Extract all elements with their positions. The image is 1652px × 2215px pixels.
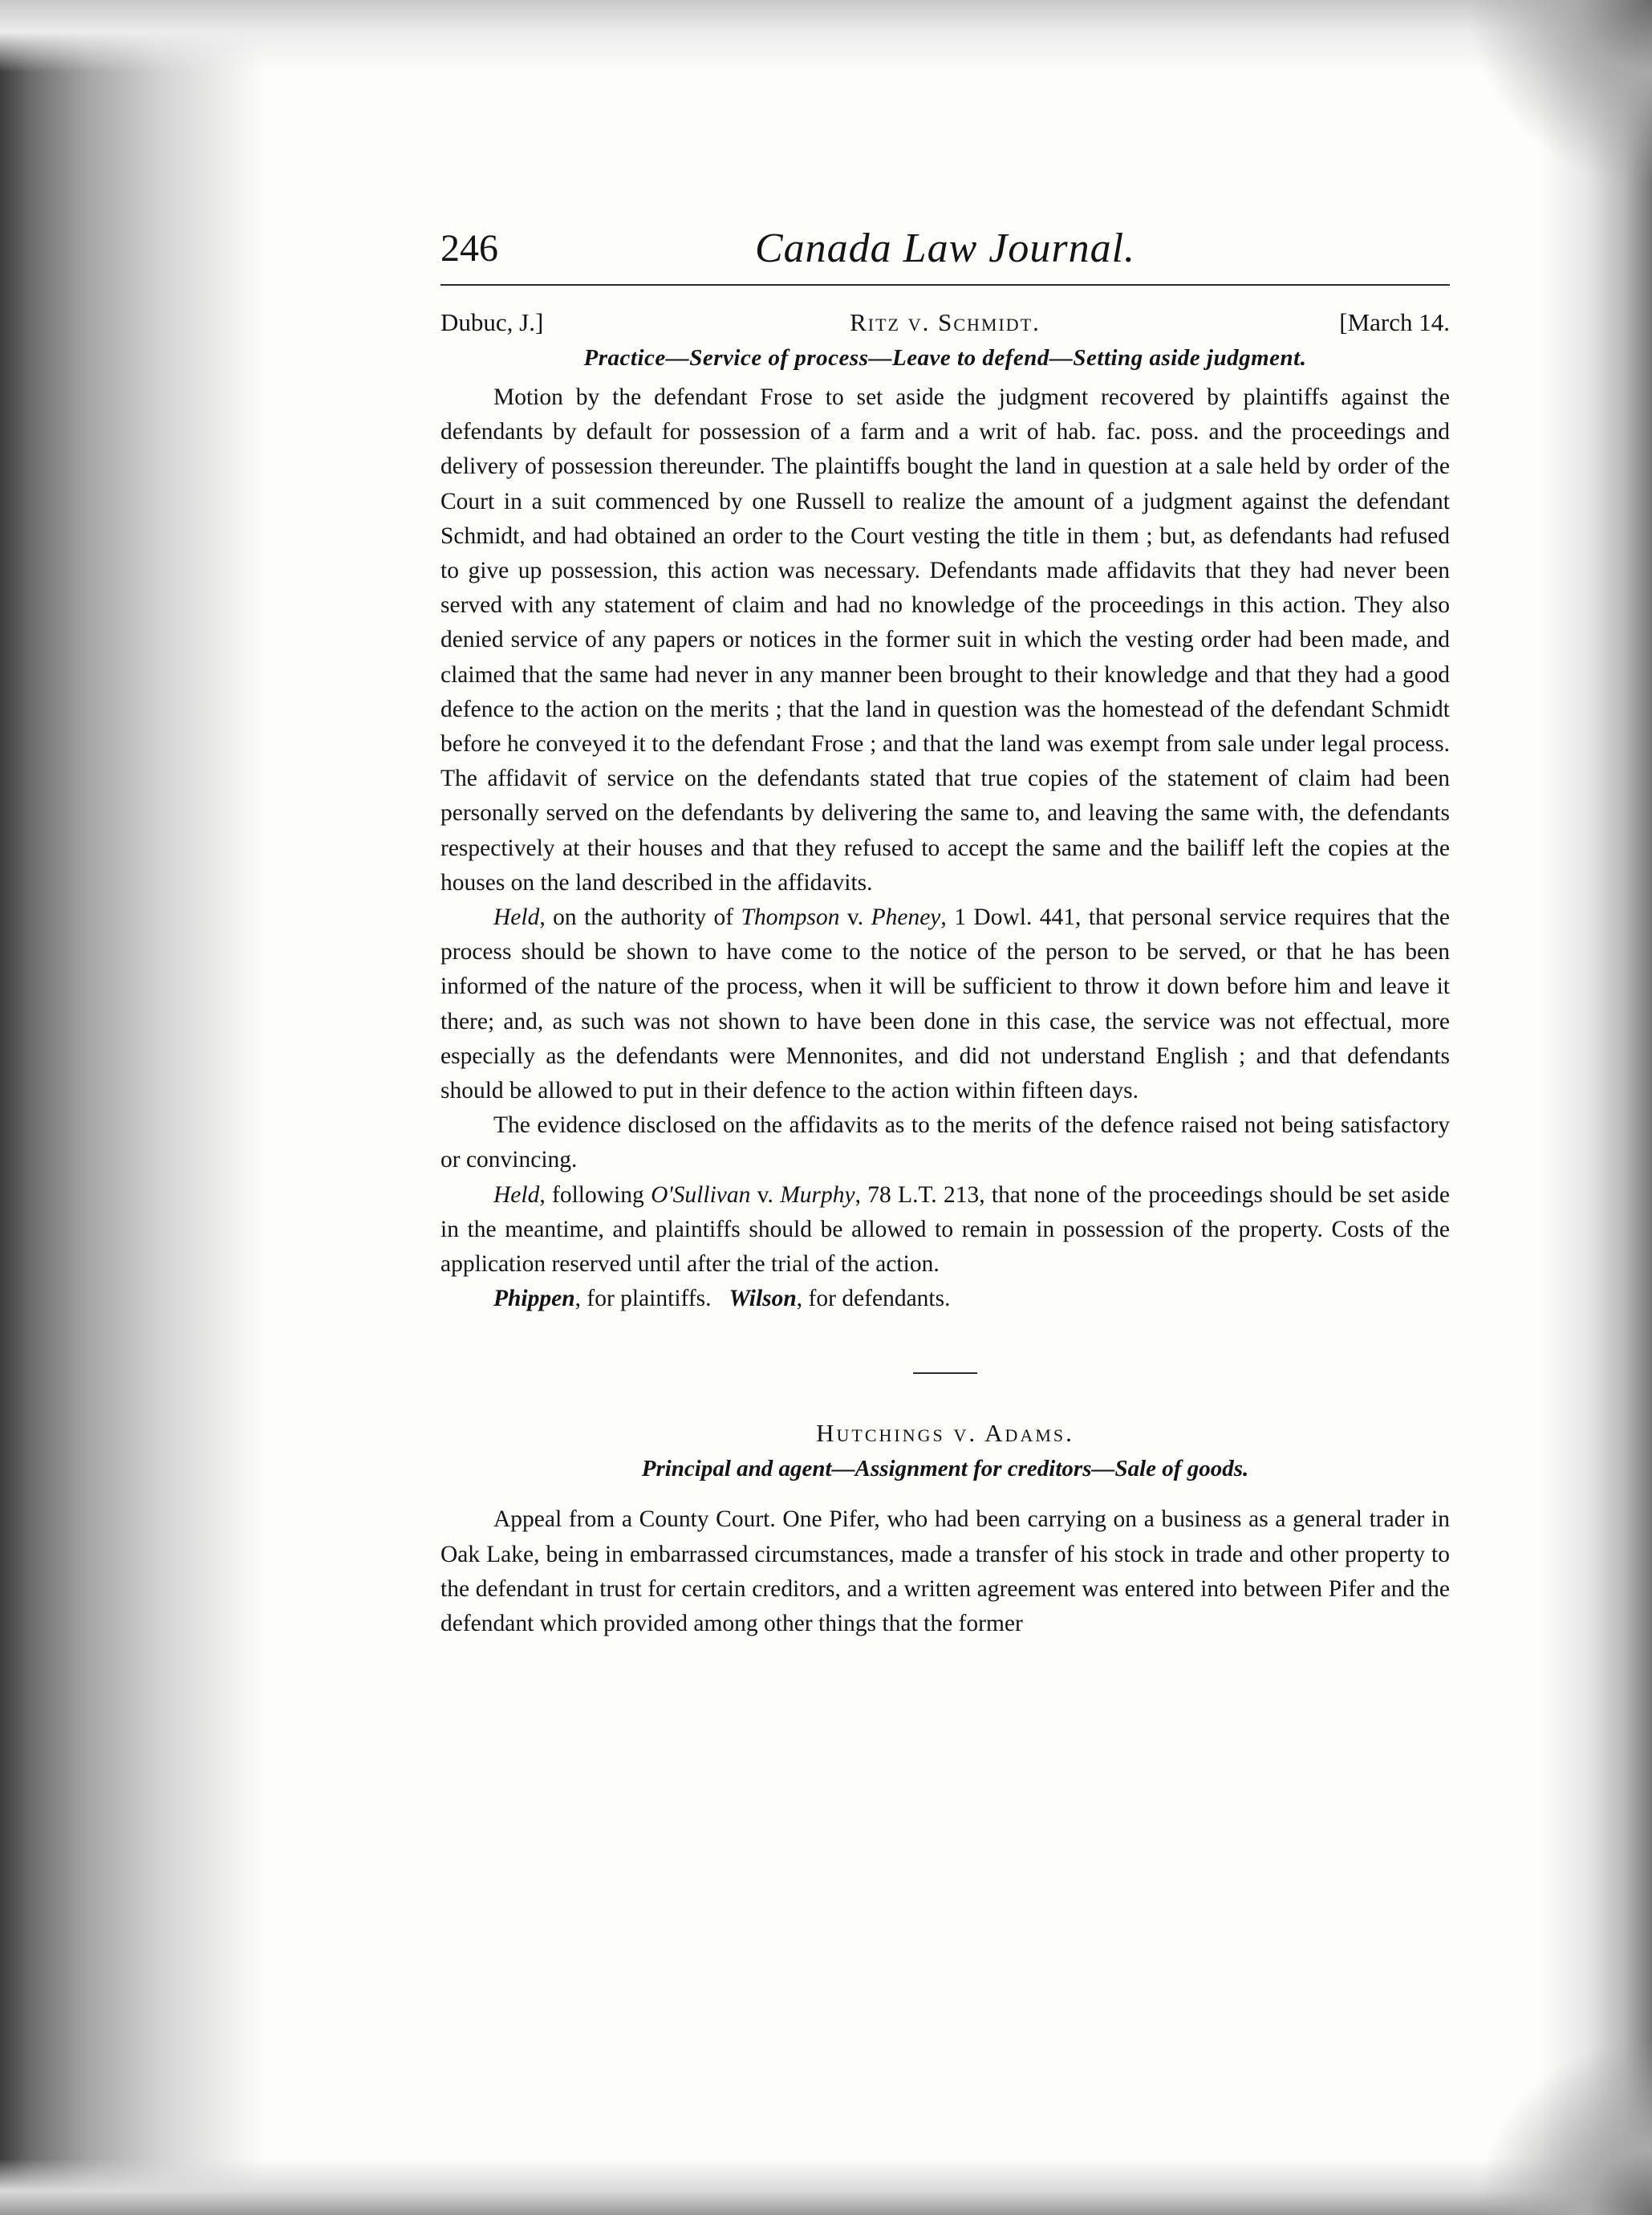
top-right-corner-shadow [1443,0,1652,209]
case-title: Ritz v. Schmidt. [850,308,1041,336]
section-divider [913,1372,977,1374]
case-citation: Murphy [780,1181,855,1208]
top-page-edge [0,0,1652,72]
case-headnote: Principal and agent—Assignment for creditors—Sale of goods. [641,1456,1249,1482]
held-label: Held [493,1181,540,1208]
body-paragraph: Appeal from a County Court. One Pifer, who had been carrying on a business as a general trader in Oak Lake, being in embarrassed circumstances, made a transfer of his stock in trade and other property to the defendant in trust for certain creditors, and a written agreement was entered into between Pifer and the defendant which provided among other things that the former [440,1506,1450,1637]
bottom-right-corner-shadow [1459,2022,1652,2215]
running-head [440,225,1450,292]
right-page-edge [1540,0,1652,2215]
body-paragraph: Motion by the defendant Frose to set aside the judgment recovered by plaintiffs against the defendants by default for possession of a farm and a writ of hab. fac. poss. and the proceedings and delivery of possession thereunder. The plaintiffs bought the land in question at a sale held by order of the Court in a suit commenced by one Russell to realize the amount of a judgment against the defendant Schmidt, and had obtained an order to the Court vesting the title in them ; but, as defendants had refused to give up possession, this action was necessary. Defendants made affidavits that they had never been served with any statement of claim and had no knowledge of the proceedings in this action. They also denied service of any papers or notices in the former suit in which the vesting order had been made, and claimed that the same had never in any manner been brought to their knowledge and that they had a good defence to the action on the merits ; that the land in question was the homestead of the defendant Schmidt before he conveyed it to the defendant Frose ; and that the land was exempt from sale under legal process. The affidavit of service on the defendants stated that true copies of the statement of claim had been personally served on the defendants by delivering the same to, and leaving the same with, the defendants respectively at their houses and that they refused to accept the same and the bailiff left the copies at the houses on the land described in the affidavits. [440,384,1450,896]
body-paragraph: The evidence disclosed on the affidavits as to the merits of the defence raised not being satisfactory or convincing. [440,1112,1450,1173]
binding-shadow [0,0,265,2215]
case-citation: Pheney [871,904,941,931]
body-paragraph: Held, on the authority of Thompson v. Pheney, 1 Dowl. 441, that personal service requires that the process should be shown to have come to the notice of the person to be served, or that he has been informed of the nature of the process, when it will be sufficient to throw it down before him and leave it there; and, as such was not shown to have been done in this case, the service was not effectual, more especially as the defendants were Mennonites, and did not understand English ; and that defendants should be allowed to put in their defence to the action within fifteen days. [440,904,1450,1104]
held-label: Held [493,904,540,931]
header-rule [440,284,1450,286]
judge-name: Dubuc, J.] [440,308,544,336]
case-citation: O'Sullivan [651,1181,751,1208]
counsel-defendant: Wilson [729,1286,797,1312]
case-title: Hutchings v. Adams. [816,1419,1074,1448]
body-paragraph: Held, following O'Sullivan v. Murphy, 78 L.T. 213, that none of the proceedings should be set aside in the meantime, and plaintiffs should be allowed to remain in possession of the property. Costs of the application reserved until after the trial of the action. [440,1181,1450,1278]
page-content [440,225,1450,1641]
bottom-page-edge [0,2159,1652,2215]
counsel-line: Phippen, for plaintiffs. Wilson, for defendants. [493,1286,951,1312]
case-headnote: Practice—Service of process—Leave to defend—Setting aside judgment. [583,345,1307,371]
journal-title: Canada Law Journal. [754,226,1136,271]
case-citation: Thompson [741,904,840,931]
page-number: 246 [440,227,498,270]
decision-date: [March 14. [1339,308,1450,336]
counsel-plaintiff: Phippen [493,1286,575,1312]
case-heading [440,305,1450,342]
